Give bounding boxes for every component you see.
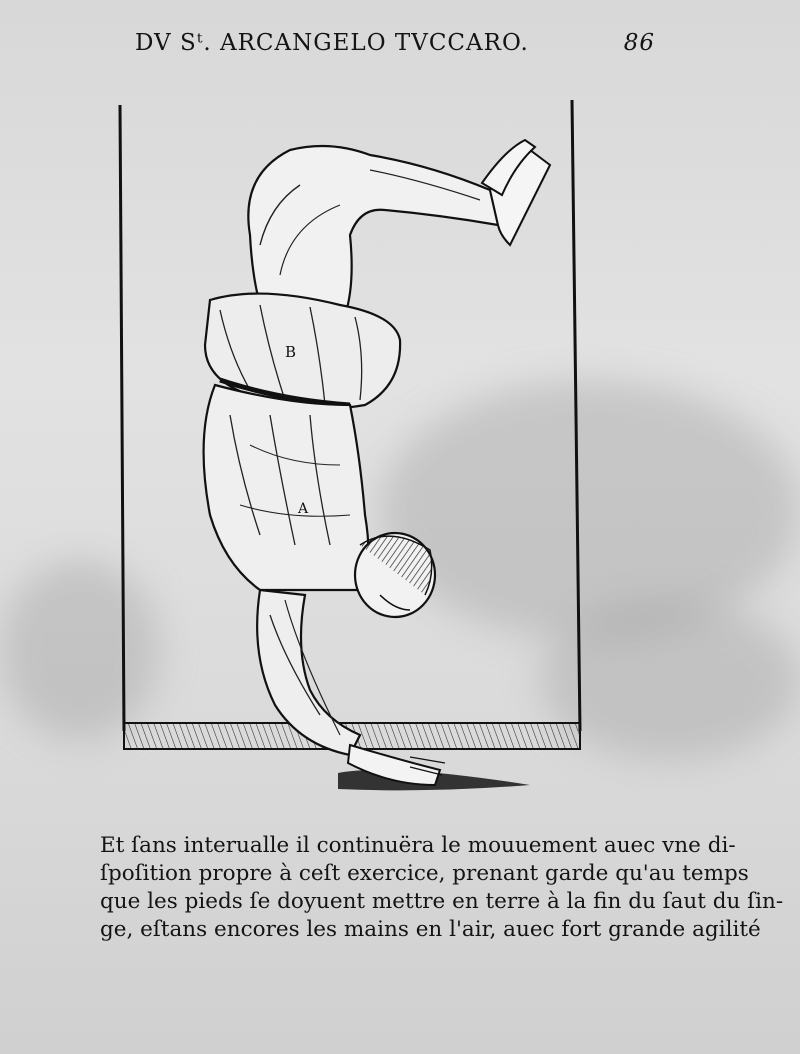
figure-label-a: A bbox=[298, 501, 309, 517]
doublet-torso bbox=[204, 385, 369, 590]
text-line-1: Et ſans interualle il continuëra le mouuement auec vne di- bbox=[100, 833, 736, 858]
page-number: 86 bbox=[623, 30, 655, 56]
body-text bbox=[100, 832, 784, 944]
arms bbox=[257, 590, 445, 785]
head bbox=[355, 533, 435, 617]
frame-left-border bbox=[120, 105, 124, 731]
text-line-4: ge, eſtans encores les mains en l'air, auec fort grande agilité bbox=[100, 917, 761, 942]
text-line-2: ſpoſition propre à ceſt exercice, prenant garde qu'au temps bbox=[100, 861, 749, 886]
woodcut-illustration bbox=[110, 95, 590, 805]
page-header-title: DV Sᵗ. ARCANGELO TVCCARO. bbox=[135, 30, 529, 56]
text-line-3: que les pieds ſe doyuent mettre en terre à la fin du ſaut du ſin- bbox=[100, 889, 784, 914]
frame-right-border bbox=[572, 100, 580, 731]
figure-label-b: B bbox=[285, 343, 297, 361]
legs bbox=[248, 140, 550, 315]
